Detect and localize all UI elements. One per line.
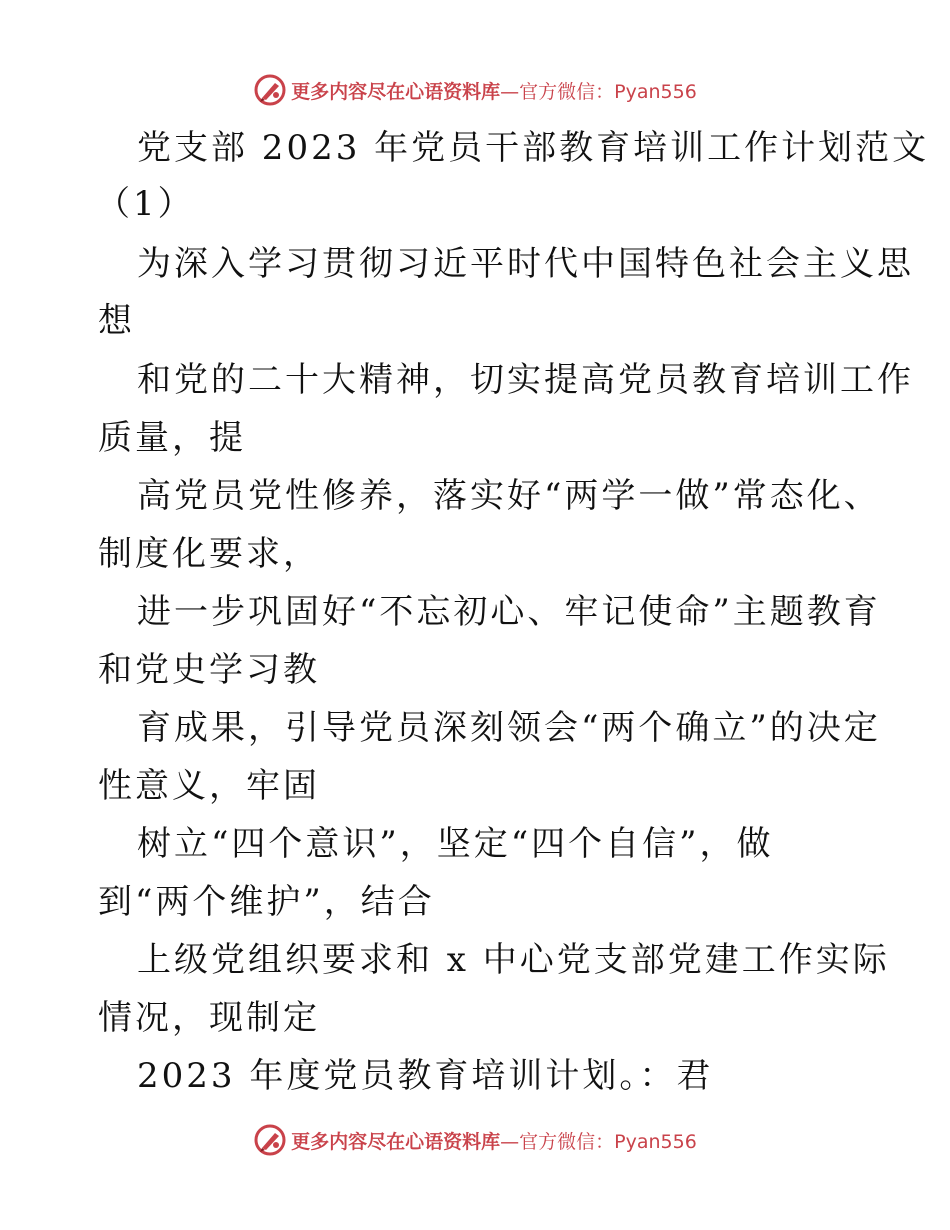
doc-title-line: 党支部 2023 年党员干部教育培训工作计划范文 xyxy=(137,128,930,168)
watermark-brand: 更多内容尽在心语资料库 xyxy=(291,80,501,103)
watermark-text xyxy=(291,77,697,104)
pen-circle-logo-icon xyxy=(253,73,287,107)
watermark-wechat: 官方微信：Pyan556 xyxy=(519,80,697,103)
doc-paragraph-line: 和党的二十大精神，切实提高党员教育培训工作 xyxy=(137,360,914,400)
doc-paragraph-line: 制度化要求， xyxy=(98,534,320,574)
doc-paragraph-line: 育成果，引导党员深刻领会“两个确立”的决定 xyxy=(137,708,881,748)
doc-paragraph-line: 质量，提 xyxy=(98,418,246,458)
doc-paragraph-line: 为深入学习贯彻习近平时代中国特色社会主义思 xyxy=(137,244,914,284)
doc-paragraph-line: 2023 年度党员教育培训计划。：君 xyxy=(137,1056,714,1096)
watermark-wechat: 官方微信：Pyan556 xyxy=(519,1130,697,1153)
doc-paragraph-line: 到“两个维护”，结合 xyxy=(98,882,435,922)
doc-paragraph-line: 想 xyxy=(98,301,135,341)
watermark-banner-top xyxy=(0,70,950,110)
doc-paragraph-line: 进一步巩固好“不忘初心、牢记使命”主题教育 xyxy=(137,592,881,632)
pen-circle-logo-icon xyxy=(253,1123,287,1157)
watermark-separator: — xyxy=(500,80,520,103)
watermark-banner-bottom xyxy=(0,1120,950,1160)
doc-title-suffix: （1） xyxy=(96,184,195,224)
doc-paragraph-line: 和党史学习教 xyxy=(98,650,320,690)
doc-paragraph-line: 上级党组织要求和 x 中心党支部党建工作实际 xyxy=(137,940,890,980)
doc-paragraph-line: 情况，现制定 xyxy=(98,998,320,1038)
doc-paragraph-line: 性意义，牢固 xyxy=(98,766,320,806)
watermark-brand: 更多内容尽在心语资料库 xyxy=(291,1130,501,1153)
watermark-text xyxy=(291,1127,697,1154)
doc-paragraph-line: 树立“四个意识”，坚定“四个自信”，做 xyxy=(137,824,774,864)
watermark-separator: — xyxy=(500,1130,520,1153)
doc-paragraph-line: 高党员党性修养，落实好“两学一做”常态化、 xyxy=(137,476,881,516)
